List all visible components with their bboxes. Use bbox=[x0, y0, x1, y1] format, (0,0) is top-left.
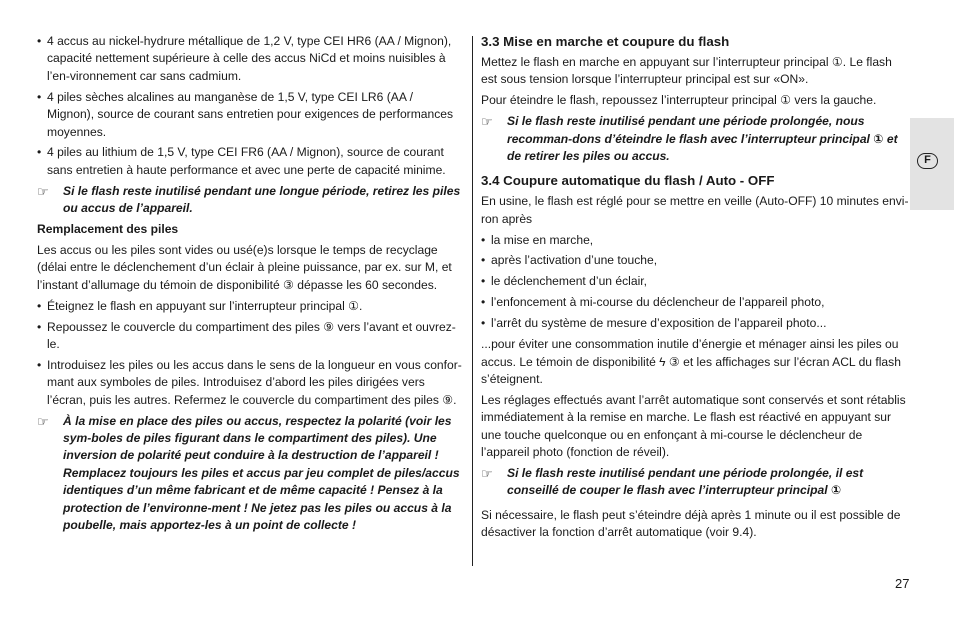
left-column bbox=[37, 33, 462, 534]
auto-off-intro: En usine, le flash est réglé pour se mettre en veille (Auto-OFF) 10 minutes envi-ron après bbox=[481, 194, 909, 226]
section-heading-3-4: 3.4 Coupure automatique du flash / Auto - OFF bbox=[481, 173, 775, 189]
energy-saving-paragraph: ...pour éviter une consommation inutile d’énergie et ménager ainsi les piles ou accus. Le témoin de disponibilité ϟ ③ et les affichages sur l’écran ACL du flash s’éteignent. bbox=[481, 337, 901, 386]
pointing-hand-icon: ☞ bbox=[481, 114, 493, 130]
power-off-paragraph: Pour éteindre le flash, repoussez l’interrupteur principal ① vers la gauche. bbox=[481, 93, 877, 108]
page-number: 27 bbox=[895, 576, 910, 591]
battery-option-alkaline: • 4 piles sèches alcalines au manganèse de 1,5 V, type CEI LR6 (AA / Mignon), source de courant sans entretien pour exigences de performances moyennes. bbox=[37, 89, 462, 141]
right-column bbox=[481, 33, 909, 542]
power-on-paragraph: Mettez le flash en marche en appuyant sur l’interrupteur principal ①. Le flash est sous tension lorsque l’interrupteur principal est sur «ON». bbox=[481, 54, 892, 87]
auto-off-trigger: • la mise en marche, bbox=[481, 232, 909, 249]
settings-retained-paragraph: Les réglages effectués avant l’arrêt automatique sont conservés et sont rétablis immédiatement à la remise en marche. Le flash est réactivé en appuyant sur une touche quelconque ou en enfonçant à mi-course le déclencheur de l’appareil photo (fonction de réveil). bbox=[481, 392, 906, 460]
switch-off-note-text: Si le flash reste inutilisé pendant une période prolongée, nous recomman-dons d’éteindre le flash avec l’interrupteur principal ① et de retirer les piles ou accus. bbox=[507, 114, 898, 163]
storage-note-text: Si le flash reste inutilisé pendant une longue période, retirez les piles ou accus de l’appareil. bbox=[63, 183, 461, 216]
auto-off-trigger: • l’enfoncement à mi-course du déclencheur de l’appareil photo, bbox=[481, 294, 909, 311]
auto-off-adjust-paragraph: Si nécessaire, le flash peut s’éteindre déjà après 1 minute ou il est possible de désactiver la fonction d’arrêt automatique (voir 9.4). bbox=[481, 507, 901, 540]
auto-off-trigger: • le déclenchement d’un éclair, bbox=[481, 273, 909, 290]
replacement-subheading: Remplacement des piles bbox=[37, 222, 179, 237]
polarity-note-text: À la mise en place des piles ou accus, respectez la polarité (voir les sym-boles de piles figurant dans le compartiment des piles). Une inversion de polarité peut conduire à la destruction de l’appareil ! Remplacez toujours les piles et accus par jeu complet de piles/accus identiques d’un même fabricant et de même capacité ! Pensez à la protection de l’environne-ment ! Ne jetez pas les piles ou accus à la poubelle, mais apportez-les à un point de collecte ! bbox=[63, 413, 460, 533]
battery-option-nimh: • 4 accus au nickel-hydrure métallique de 1,2 V, type CEI HR6 (AA / Mignon), capacité nettement supérieure à celle des accus NiCd et moins nuisibles à l’en-vironnement car sans cadmium. bbox=[37, 33, 462, 85]
prolonged-idle-note bbox=[481, 465, 909, 500]
column-divider bbox=[472, 36, 473, 566]
auto-off-trigger: • l’arrêt du système de mesure d’exposition de l’appareil photo... bbox=[481, 315, 909, 332]
step-open-cover: • Repoussez le couvercle du compartiment des piles ⑨ vers l’avant et ouvrez-le. bbox=[37, 319, 462, 354]
language-badge: F bbox=[917, 153, 938, 169]
replacement-paragraph: Les accus ou les piles sont vides ou usé(e)s lorsque le temps de recyclage (délai entre le déclenchement d’un éclair à pleine puissance, par ex. sur M, et l’instant d’allumage du témoin de disponibilité ③ dépasse les 60 secondes. bbox=[37, 242, 452, 292]
step-switch-off: • Éteignez le flash en appuyant sur l’interrupteur principal ①. bbox=[37, 298, 462, 315]
polarity-note bbox=[37, 413, 462, 535]
pointing-hand-icon: ☞ bbox=[481, 465, 493, 481]
pointing-hand-icon: ☞ bbox=[37, 413, 49, 429]
storage-note bbox=[37, 183, 462, 218]
section-heading-3-3: 3.3 Mise en marche et coupure du flash bbox=[481, 34, 730, 49]
switch-off-note bbox=[481, 113, 909, 165]
auto-off-trigger: • après l’activation d’une touche, bbox=[481, 252, 909, 269]
prolonged-idle-note-text: Si le flash reste inutilisé pendant une période prolongée, il est conseillé de couper le flash avec l’interrupteur principal ① bbox=[507, 465, 864, 498]
pointing-hand-icon: ☞ bbox=[37, 183, 49, 199]
battery-option-lithium: • 4 piles au lithium de 1,5 V, type CEI FR6 (AA / Mignon), source de courant sans entretien à haute performance et avec une perte de capacité minime. bbox=[37, 144, 462, 179]
step-insert-batteries: • Introduisez les piles ou les accus dans le sens de la longueur en vous confor-mant aux symboles de piles. Introduisez d’abord les piles dirigées vers l’écran, puis les autres. Refermez le couvercle du compartiment des piles ⑨. bbox=[37, 357, 462, 409]
